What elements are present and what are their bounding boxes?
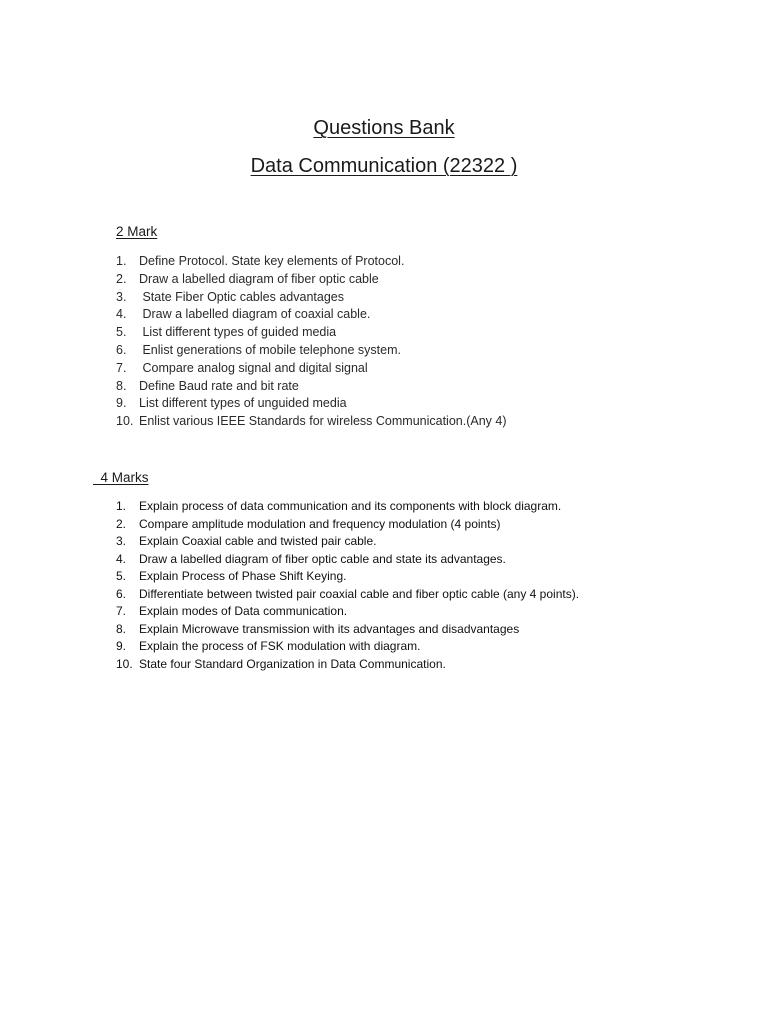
question-item [116, 603, 579, 621]
question-number: 1. [116, 499, 127, 513]
question-text: Draw a labelled diagram of coaxial cable. [139, 307, 371, 322]
question-item [116, 306, 507, 324]
question-list-4-marks [116, 498, 579, 673]
question-text: Define Protocol. State key elements of Protocol. [139, 254, 405, 268]
question-text: List different types of unguided media [139, 396, 347, 411]
question-text: State four Standard Organization in Data Communication. [139, 656, 446, 671]
question-number: 9. [116, 396, 127, 411]
question-item [116, 638, 579, 656]
question-text: List different types of guided media [139, 325, 337, 340]
question-number: 7. [116, 604, 127, 618]
question-number: 5. [116, 569, 127, 583]
question-item [116, 533, 579, 551]
question-number: 6. [116, 586, 127, 601]
question-number: 8. [116, 378, 127, 393]
question-text: Define Baud rate and bit rate [139, 378, 299, 393]
question-text: Explain modes of Data communication. [139, 604, 348, 618]
question-item [116, 568, 579, 586]
question-number: 2. [116, 516, 127, 531]
question-item [116, 378, 507, 396]
question-item [116, 516, 579, 534]
section-heading-4-marks: 4 Marks [93, 470, 149, 485]
question-text: Explain the process of FSK modulation with diagram. [139, 639, 421, 653]
question-text: Differentiate between twisted pair coaxial cable and fiber optic cable (any 4 points). [139, 586, 580, 601]
question-item [116, 271, 507, 289]
question-text: Draw a labelled diagram of fiber optic cable and state its advantages. [139, 551, 506, 566]
question-number: 3. [116, 534, 127, 548]
question-item [116, 656, 579, 674]
question-text: Enlist generations of mobile telephone system. [139, 342, 401, 357]
question-number: 2. [116, 271, 127, 286]
question-text: Compare amplitude modulation and frequency modulation (4 points) [139, 516, 501, 531]
question-number: 4. [116, 551, 127, 566]
question-item [116, 395, 507, 413]
question-number: 5. [116, 325, 127, 340]
question-item [116, 551, 579, 569]
document-subtitle: Data Communication (22322 ) [250, 155, 518, 177]
question-item [116, 253, 507, 271]
question-text: Explain Process of Phase Shift Keying. [139, 569, 347, 583]
question-item [116, 586, 579, 604]
question-text: Explain Microwave transmission with its advantages and disadvantages [139, 621, 520, 636]
question-number: 10. [116, 656, 133, 671]
question-number: 4. [116, 307, 127, 322]
question-item [116, 342, 507, 360]
question-number: 3. [116, 289, 127, 304]
question-list-2-mark [116, 253, 507, 431]
question-text: Draw a labelled diagram of fiber optic cable [139, 271, 379, 286]
question-text: Explain Coaxial cable and twisted pair cable. [139, 534, 377, 548]
section-heading-2-mark: 2 Mark [116, 224, 158, 239]
question-text: State Fiber Optic cables advantages [139, 289, 344, 304]
question-text: Explain process of data communication and its components with block diagram. [139, 499, 562, 513]
question-item [116, 413, 507, 431]
question-item [116, 324, 507, 342]
question-item [116, 289, 507, 307]
question-number: 9. [116, 639, 127, 653]
document-title: Questions Bank [313, 117, 455, 139]
question-text: Compare analog signal and digital signal [139, 360, 368, 375]
question-number: 6. [116, 342, 127, 357]
question-number: 1. [116, 254, 127, 268]
question-item [116, 498, 579, 516]
question-number: 7. [116, 360, 127, 375]
question-item [116, 360, 507, 378]
question-number: 8. [116, 621, 127, 636]
question-item [116, 621, 579, 639]
question-text: Enlist various IEEE Standards for wireless Communication.(Any 4) [139, 414, 507, 429]
question-number: 10. [116, 414, 134, 429]
